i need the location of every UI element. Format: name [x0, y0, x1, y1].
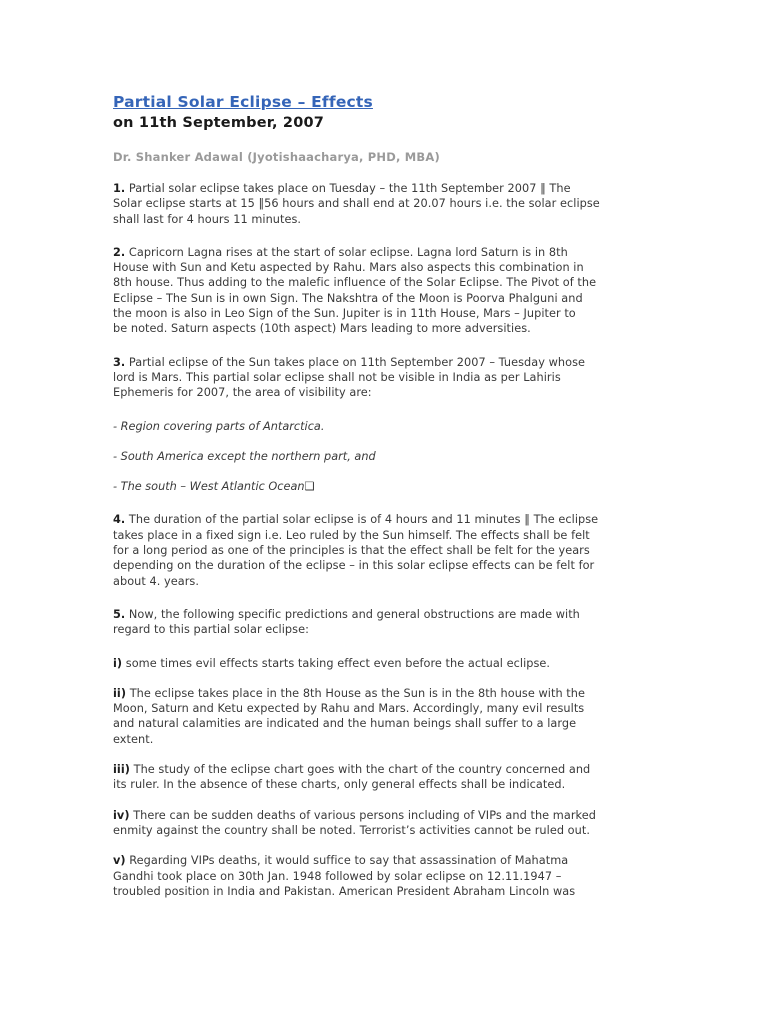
paragraph-number: 2. — [113, 245, 126, 259]
paragraph-5 — [113, 607, 658, 638]
paragraph-number: 5. — [113, 607, 126, 621]
paragraph-line: enmity against the country shall be noted. Terrorist’s activities cannot be ruled out. — [113, 823, 590, 837]
paragraph-line: some times evil effects starts taking effect even before the actual eclipse. — [122, 656, 551, 670]
author-line: Dr. Shanker Adawal (Jyotishaacharya, PHD, MBA) — [113, 150, 440, 164]
paragraph-2 — [113, 245, 658, 337]
document-page — [113, 92, 658, 899]
prediction-iv — [113, 808, 658, 839]
paragraph-line: takes place in a fixed sign i.e. Leo ruled by the Sun himself. The effects shall be felt — [113, 528, 590, 542]
list-item-antarctica: - Region covering parts of Antarctica. — [113, 419, 325, 433]
paragraph-line: and natural calamities are indicated and the human beings shall suffer to a large — [113, 717, 577, 731]
paragraph-3 — [113, 355, 658, 401]
paragraph-line: The study of the eclipse chart goes with the chart of the country concerned and — [129, 763, 591, 777]
prediction-v — [113, 853, 658, 899]
paragraph-4 — [113, 512, 658, 588]
prediction-iii — [113, 762, 658, 793]
list-item-south-america: - South America except the northern part, and — [113, 449, 376, 463]
paragraph-line: 8th house. Thus adding to the malefic influence of the Solar Eclipse. The Pivot of the — [113, 276, 597, 290]
prediction-ii — [113, 686, 658, 747]
paragraph-number: iv) — [113, 808, 130, 822]
prediction-i — [113, 656, 658, 671]
paragraph-line: Partial solar eclipse takes place on Tuesday – the 11th September 2007 ‖ The — [125, 182, 571, 195]
paragraph-line: Gandhi took place on 30th Jan. 1948 followed by solar eclipse on 12.11.1947 – — [113, 869, 562, 883]
paragraph-line: for a long period as one of the principles is that the effect shall be felt for the years — [113, 544, 590, 558]
paragraph-line: its ruler. In the absence of these charts, only general effects shall be indicated. — [113, 778, 566, 792]
paragraph-line: Now, the following specific predictions and general obstructions are made with — [125, 607, 580, 621]
paragraph-line: lord is Mars. This partial solar eclipse shall not be visible in India as per Lahiris — [113, 370, 561, 384]
paragraph-number: i) — [113, 656, 123, 670]
paragraph-line: Eclipse – The Sun is in own Sign. The Nakshtra of the Moon is Poorva Phalguni and — [113, 291, 583, 305]
paragraph-number: 3. — [113, 355, 126, 369]
list-item-atlantic: - The south – West Atlantic Ocean❑ — [113, 480, 315, 494]
article-title-link[interactable]: Partial Solar Eclipse – Effects — [113, 93, 373, 111]
paragraph-number: 4. — [113, 513, 126, 527]
paragraph-line: shall last for 4 hours 11 minutes. — [113, 212, 302, 226]
paragraph-line: be noted. Saturn aspects (10th aspect) Mars leading to more adversities. — [113, 322, 531, 336]
paragraph-line: Moon, Saturn and Ketu expected by Rahu and Mars. Accordingly, many evil results — [113, 702, 585, 716]
paragraph-number: v) — [113, 854, 126, 868]
paragraph-line: extent. — [113, 732, 154, 746]
paragraph-number: 1. — [113, 182, 126, 195]
paragraph-line: regard to this partial solar eclipse: — [113, 623, 309, 637]
paragraph-line: the moon is also in Leo Sign of the Sun. Jupiter is in 11th House, Mars – Jupiter to — [113, 307, 576, 321]
paragraph-line: The duration of the partial solar eclipse is of 4 hours and 11 minutes ‖ The eclipse — [125, 513, 599, 527]
paragraph-number: ii) — [113, 686, 127, 700]
paragraph-line: Capricorn Lagna rises at the start of solar eclipse. Lagna lord Saturn is in 8th — [125, 245, 568, 259]
paragraph-1 — [113, 181, 658, 227]
paragraph-number: iii) — [113, 763, 130, 777]
article-subtitle: on 11th September, 2007 — [113, 115, 325, 131]
paragraph-line: about 4. years. — [113, 574, 199, 588]
paragraph-line: depending on the duration of the eclipse – in this solar eclipse effects can be felt for — [113, 559, 595, 573]
paragraph-line: House with Sun and Ketu aspected by Rahu. Mars also aspects this combination in — [113, 261, 584, 275]
paragraph-line: troubled position in India and Pakistan. American President Abraham Lincoln was — [113, 884, 576, 898]
paragraph-line: Solar eclipse starts at 15 ‖56 hours and shall end at 20.07 hours i.e. the solar eclipse — [113, 197, 600, 211]
paragraph-line: The eclipse takes place in the 8th House as the Sun is in the 8th house with the — [126, 686, 585, 700]
paragraph-line: Ephemeris for 2007, the area of visibility are: — [113, 386, 372, 400]
paragraph-line: There can be sudden deaths of various persons including of VIPs and the marked — [129, 808, 596, 822]
paragraph-line: Regarding VIPs deaths, it would suffice to say that assassination of Mahatma — [125, 854, 569, 868]
paragraph-line: Partial eclipse of the Sun takes place on 11th September 2007 – Tuesday whose — [125, 355, 586, 369]
